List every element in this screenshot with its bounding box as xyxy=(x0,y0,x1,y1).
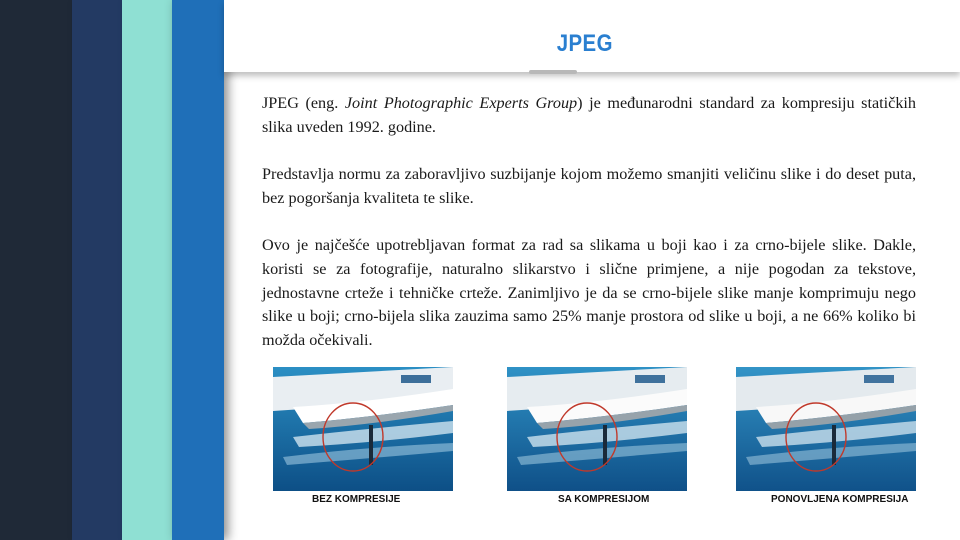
paragraph-intro xyxy=(262,92,916,139)
caption-recompressed: PONOVLJENA KOMPRESIJA xyxy=(771,494,909,505)
boat-photo-uncompressed xyxy=(273,367,453,491)
caption-uncompressed: BEZ KOMPRESIJE xyxy=(312,494,401,505)
decor-stripe-teal xyxy=(122,0,172,540)
term-jpeg: JPEG xyxy=(262,94,299,112)
decor-stripe-blue xyxy=(172,0,224,540)
title-underline xyxy=(529,70,577,74)
boat-photo-compressed xyxy=(507,367,687,491)
decor-stripe-navy xyxy=(72,0,122,540)
decor-stripe-dark xyxy=(0,0,72,540)
intro-text-post: ) je međunarodni standard za kompresiju statičkih slika uveden 1992. godine. xyxy=(262,94,917,136)
intro-text-pre: (eng. xyxy=(298,94,345,112)
boat-photo-recompressed xyxy=(736,367,916,491)
jpeg-expansion: Joint Photographic Experts Group xyxy=(344,94,578,112)
paragraph-compression: Predstavlja normu za zaboravljivo suzbijanje kojom možemo smanjiti veličinu slike i do deset puta, bez pogoršanja kvaliteta te slike. xyxy=(262,165,916,207)
paragraph-usage: Ovo je najčešće upotrebljavan format za rad sa slikama u boji kao i za crno-bijele slike. Dakle, koristi se za fotografije, naturalno slikarstvo i slične primjene, a nije pogodan za tekstove, jednostavne crteže i tehničke crteže. Zanimljivo je da se crno-bijele slike manje komprimuju nego slike u boji; crno-bijela slika zauzima samo 25% manje prostora od slike u boji, a ne 66% koliko bi možda očekivali. xyxy=(262,236,916,349)
slide-content xyxy=(262,92,916,376)
caption-compressed: SA KOMPRESIJOM xyxy=(558,494,650,505)
page-title: JPEG xyxy=(556,30,613,57)
title-bar xyxy=(224,0,960,72)
